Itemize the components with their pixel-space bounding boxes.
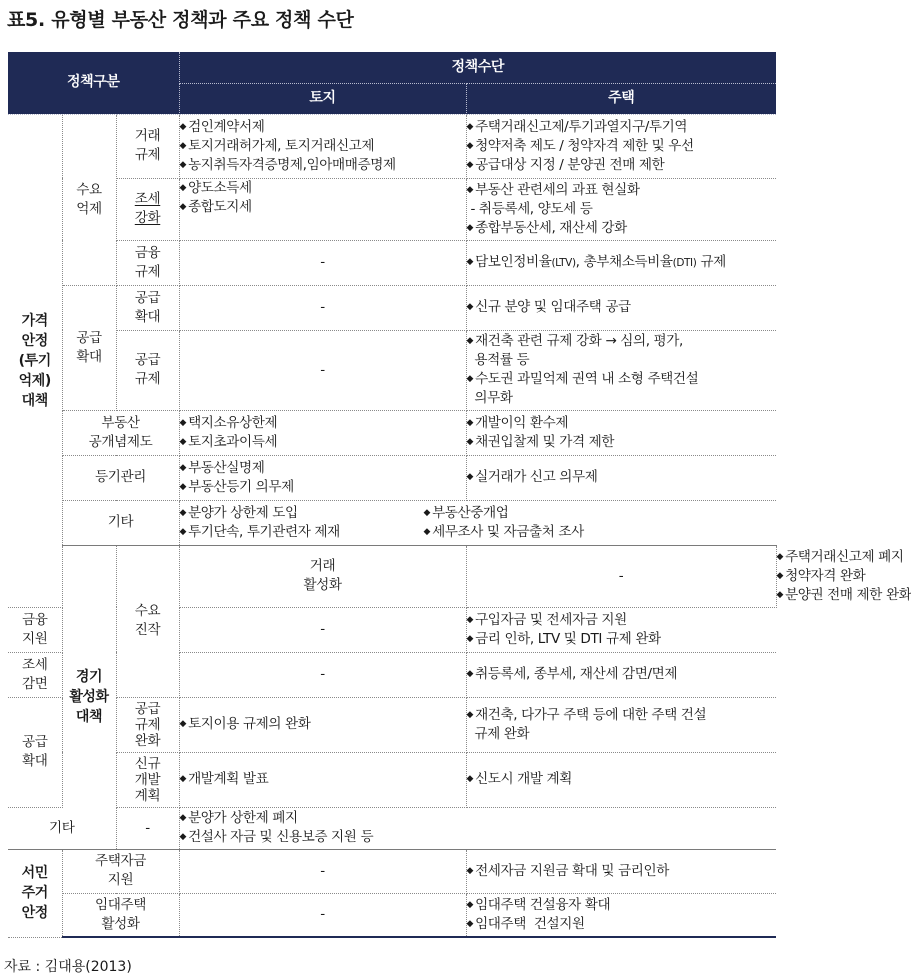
list-item: ◆ 검인계약서제: [179, 118, 265, 135]
land-cell-empty: -: [179, 607, 466, 652]
housing-cell: [466, 893, 776, 937]
sub-supply-deregulation: 공급 규제 완화: [116, 697, 179, 752]
list-item: ◆ 청약저축 제도 / 청약자격 제한 및 우선: [466, 137, 694, 154]
table-row: [8, 697, 776, 752]
housing-cell: [466, 330, 776, 410]
sub-rental-housing: 임대주택 활성화: [62, 893, 179, 937]
list-item: ◆ 신도시 개발 계획: [466, 771, 573, 787]
list-item: ◆ 개발이익 환수제: [466, 414, 569, 431]
list-item: ◆ 신규 분양 및 임대주택 공급: [466, 299, 631, 315]
sub-trade-activation: 거래 활성화: [179, 545, 466, 607]
header-row-1: [8, 52, 776, 83]
land-cell: [179, 455, 466, 500]
group-supply-expansion-2: 공급 확대: [8, 697, 62, 807]
table-row: [8, 410, 776, 455]
list-item: ◆ 임대주택 건설융자 확대: [466, 896, 611, 913]
table-row: [8, 500, 776, 545]
land-cell: [179, 752, 466, 807]
sub-new-development: 신규 개발 계획: [116, 752, 179, 807]
list-item: ◆ 구입자금 및 전세자금 지원: [466, 611, 627, 628]
list-item: ◆ 재건축, 다가구 주택 등에 대한 주택 건설 규제 완화: [466, 706, 707, 742]
group-supply-expansion: 공급 확대: [62, 285, 116, 410]
housing-cell: [466, 178, 776, 240]
list-item: - 취등록세, 양도세 등: [466, 200, 593, 217]
list-item: ◆ 토지이용 규제의 완화: [179, 716, 311, 732]
sub-supply-expand: 공급 확대: [116, 285, 179, 330]
list-item: ◆ 양도소득세: [179, 179, 252, 196]
table-row: [8, 178, 776, 240]
list-item: ◆ 주택거래신고제/투기과열지구/투기역: [466, 118, 688, 135]
list-item: ◆ 개발계획 발표: [179, 771, 269, 787]
list-item: ◆ 부동산등기 의무제: [179, 478, 294, 495]
list-item: ◆ 농지취득자격증명제,임아매매증명제: [179, 156, 396, 173]
sub-finance-support: 금융 지원: [8, 607, 62, 652]
list-item: ◆ 취등록세, 종부세, 재산세 감면/면제: [466, 666, 678, 682]
land-cell: [179, 178, 466, 240]
sub-housing-fund: 주택자금 지원: [62, 849, 179, 893]
land-cell: [179, 114, 466, 178]
housing-cell: [466, 652, 776, 697]
source-note: 자료 : 김대용(2013): [4, 959, 132, 975]
housing-cell: [466, 697, 776, 752]
sub-trade-regulation: 거래 규제: [116, 114, 179, 178]
housing-cell: [466, 752, 776, 807]
list-item: ◆ 종합부동산세, 재산세 강화: [466, 219, 627, 236]
land-cell-empty: -: [179, 652, 466, 697]
group-demand-boost: 수요 진작: [116, 545, 179, 697]
land-cell-empty: -: [179, 849, 466, 893]
list-item: ◆ 공급대상 지정 / 분양권 전매 제한: [466, 156, 665, 173]
header-land: 토지: [179, 83, 466, 114]
group-demand-suppression: 수요 억제: [62, 114, 116, 285]
land-cell-empty: -: [466, 545, 776, 607]
list-item: ◆ 수도권 과밀억제 권역 내 소형 주택건설 의무화: [466, 371, 699, 406]
list-item: ◆ 금리 인하, LTV 및 DTI 규제 완화: [466, 630, 661, 647]
list-item: ◆ 부동산 관련세의 과표 현실화: [466, 181, 640, 198]
land-cell: [179, 697, 466, 752]
housing-cell: [466, 607, 776, 652]
list-item: ◆ 부동산중개업: [423, 504, 509, 521]
housing-cell: [466, 455, 776, 500]
table-row: [8, 285, 776, 330]
header-classification: 정책구분: [8, 52, 179, 114]
category-stimulus: 경기 활성화 대책: [62, 545, 116, 849]
category-welfare: 서민 주거 안정: [8, 849, 62, 937]
land-cell: [179, 410, 466, 455]
list-item: ◆ 실거래가 신고 의무제: [466, 469, 598, 485]
list-item: ◆ 세무조사 및 자금출처 조사: [423, 523, 584, 540]
list-item: ◆ 분양가 상한제 도입: [179, 504, 298, 521]
list-item: ◆ 재건축 관련 규제 강화 → 심의, 평가, 용적률 등: [466, 333, 683, 368]
category-stabilization: 가격 안정 (투기 억제) 대책: [8, 114, 62, 607]
list-item: ◆ 택지소유상한제: [179, 414, 278, 431]
table-row: [8, 455, 776, 500]
sub-tax-reduction: 조세 감면: [8, 652, 62, 697]
header-instruments: 정책수단: [179, 52, 776, 83]
housing-cell: [466, 114, 776, 178]
housing-cell: [466, 849, 776, 893]
sub-supply-regulation: 공급 규제: [116, 330, 179, 410]
table-row: [8, 240, 776, 285]
table-row: [8, 752, 776, 807]
housing-cell: [466, 285, 776, 330]
land-cell-empty: -: [179, 893, 466, 937]
list-item: ◆ 토지거래허가제, 토지거래신고제: [179, 137, 375, 154]
table-row: [8, 330, 776, 410]
list-item: ◆ 종합도지세: [179, 198, 252, 215]
table-row: [8, 114, 776, 178]
list-item: ◆ 투기단속, 투기관련자 제재: [179, 523, 340, 540]
policy-table: [8, 52, 911, 938]
sub-finance-regulation: 금융 규제: [116, 240, 179, 285]
table-row: [8, 893, 776, 937]
sub-etc: 기타: [62, 500, 179, 545]
sub-etc-2: 기타: [8, 807, 116, 849]
list-item: ◆ 임대주택 건설지원: [466, 915, 585, 932]
land-cell-empty: -: [179, 330, 466, 410]
table-row: 경기 활성화 대책 수요 진작 거래 활성화 - ◆ 주택거래신고제 폐지 ◆ 청약자격 완화 ◆ 분양권 전매 제한 완화: [8, 545, 776, 607]
sub-registry: 등기관리: [62, 455, 179, 500]
list-item: ◆ 토지초과이득세: [179, 433, 278, 450]
list-item: ◆ 분양가 상한제 폐지: [179, 810, 298, 826]
land-cell-empty: -: [116, 807, 179, 849]
housing-cell: [466, 410, 776, 455]
list-item: ◆ 건설사 자금 및 신용보증 지원 등: [179, 829, 374, 845]
land-cell-empty: -: [179, 240, 466, 285]
combined-cell: [179, 500, 776, 545]
table-row: [8, 849, 776, 893]
sub-tax-strengthen: 조세 강화: [116, 178, 179, 240]
list-item: ◆ 채권입찰제 및 가격 제한: [466, 433, 615, 450]
housing-cell: [179, 807, 466, 849]
list-item: ◆ 부동산실명제: [179, 459, 265, 476]
list-item: ◆ 전세자금 지원금 확대 및 금리인하: [466, 862, 669, 879]
housing-cell: [466, 240, 776, 285]
land-cell-empty: -: [179, 285, 466, 330]
table-row: [8, 807, 776, 849]
sub-public-concept: 부동산 공개념제도: [62, 410, 179, 455]
list-item: ◆ 담보인정비율(LTV), 총부채소득비율(DTI) 규제: [466, 253, 726, 270]
header-housing: 주택: [466, 83, 776, 114]
page-title: 표5. 유형별 부동산 정책과 주요 정책 수단: [7, 9, 354, 31]
